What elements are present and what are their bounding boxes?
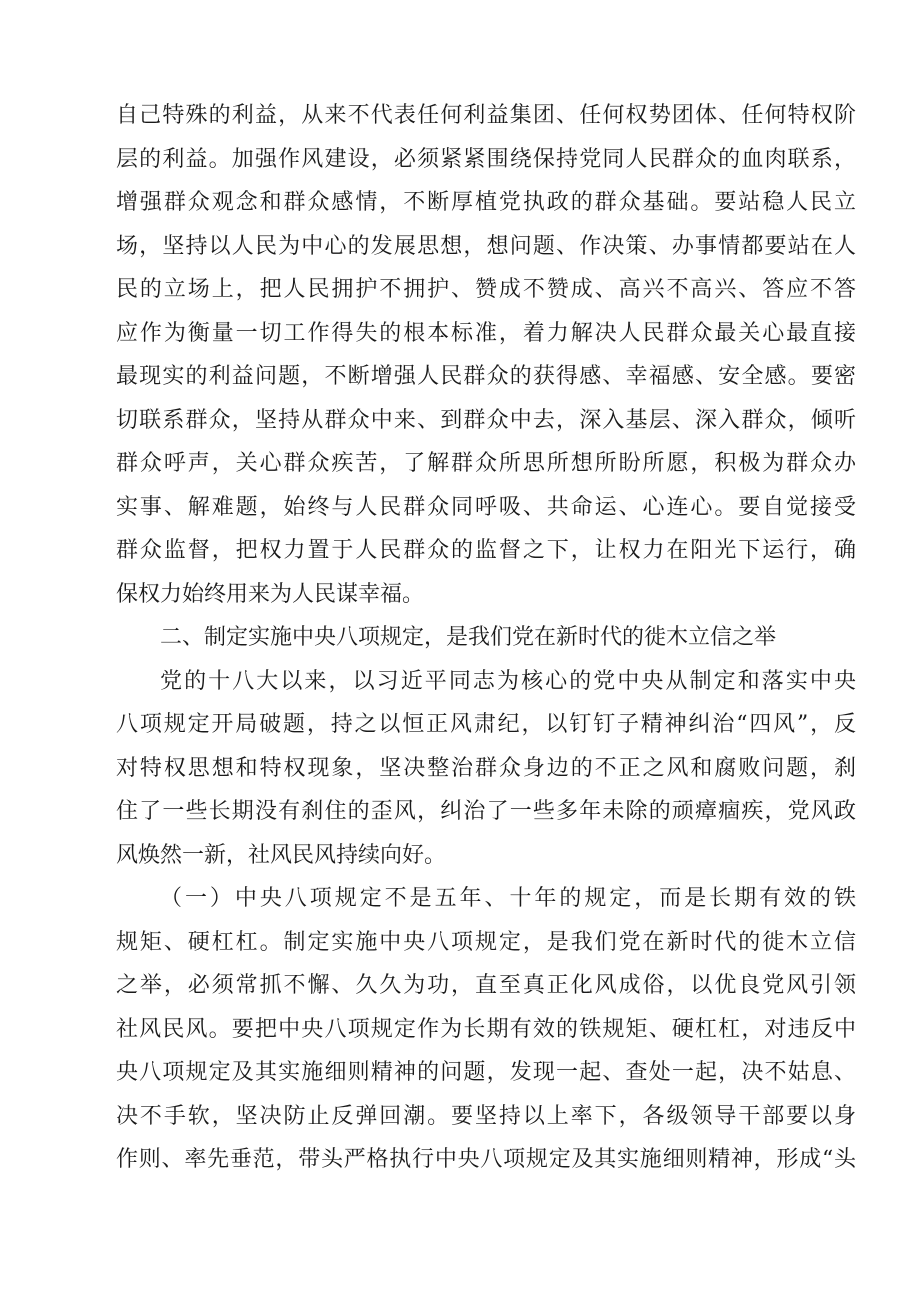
paragraph-line: 场，坚持以人民为中心的发展思想，想问题、作决策、办事情都要站在人 [116, 233, 856, 259]
paragraph-line: 最现实的利益问题，不断增强人民群众的获得感、幸福感、安全感。要密 [116, 364, 856, 389]
paragraph-line: 对特权思想和特权现象，坚决整治群众身边的不正之风和腐败问题，刹 [116, 755, 856, 781]
paragraph-line: 八项规定开局破题，持之以恒正风肃纪，以钉钉子精神纠治“四风”，反 [116, 712, 856, 737]
paragraph-line: 决不手软，坚决防止反弹回潮。要坚持以上率下，各级领导干部要以身 [116, 1103, 856, 1129]
paragraph-line: 群众呼声，关心群众疾苦，了解群众所思所想所盼所愿，积极为群众办 [116, 451, 856, 476]
paragraph-line: 规矩、硬杠杠。制定实施中央八项规定，是我们党在新时代的徙木立信 [116, 929, 856, 955]
paragraph-line: 央八项规定及其实施细则精神的问题，发现一起、查处一起，决不姑息、 [116, 1060, 856, 1085]
paragraph-line: 民的立场上，把人民拥护不拥护、赞成不赞成、高兴不高兴、答应不答 [116, 277, 856, 302]
section-heading: 二、制定实施中央八项规定，是我们党在新时代的徙木立信之举 [160, 625, 777, 650]
paragraph-line: 住了一些长期没有刹住的歪风，纠治了一些多年未除的顽瘴痼疾，党风政 [116, 799, 856, 824]
paragraph-line: 保权力始终用来为人民谋幸福。 [116, 581, 425, 607]
paragraph-line: 党的十八大以来，以习近平同志为核心的党中央从制定和落实中央 [160, 668, 856, 694]
paragraph-line: 作则、率先垂范，带头严格执行中央八项规定及其实施细则精神，形成“头 [116, 1147, 856, 1172]
paragraph-line: 社风民风。要把中央八项规定作为长期有效的铁规矩、硬杠杠，对违反中 [116, 1016, 856, 1042]
paragraph-line: 之举，必须常抓不懈、久久为功，直至真正化风成俗，以优良党风引领 [116, 973, 856, 998]
paragraph-line: （一）中央八项规定不是五年、十年的规定，而是长期有效的铁 [160, 886, 856, 911]
paragraph-line: 切联系群众，坚持从群众中来、到群众中去，深入基层、深入群众，倾听 [116, 407, 856, 433]
paragraph-line: 层的利益。加强作风建设，必须紧紧围绕保持党同人民群众的血肉联系， [116, 146, 856, 172]
paragraph-line: 自己特殊的利益，从来不代表任何利益集团、任何权势团体、任何特权阶 [116, 103, 856, 128]
paragraph-line: 应作为衡量一切工作得失的根本标准，着力解决人民群众最关心最直接 [116, 320, 856, 346]
paragraph-people-stance [116, 94, 856, 1182]
paragraph-line: 增强群众观念和群众感情，不断厚植党执政的群众基础。要站稳人民立 [116, 190, 856, 215]
paragraph-line: 风焕然一新，社风民风持续向好。 [116, 842, 447, 868]
paragraph-line: 实事、解难题，始终与人民群众同呼吸、共命运、心连心。要自觉接受 [116, 494, 856, 520]
paragraph-line: 群众监督，把权力置于人民群众的监督之下，让权力在阳光下运行，确 [116, 538, 856, 563]
